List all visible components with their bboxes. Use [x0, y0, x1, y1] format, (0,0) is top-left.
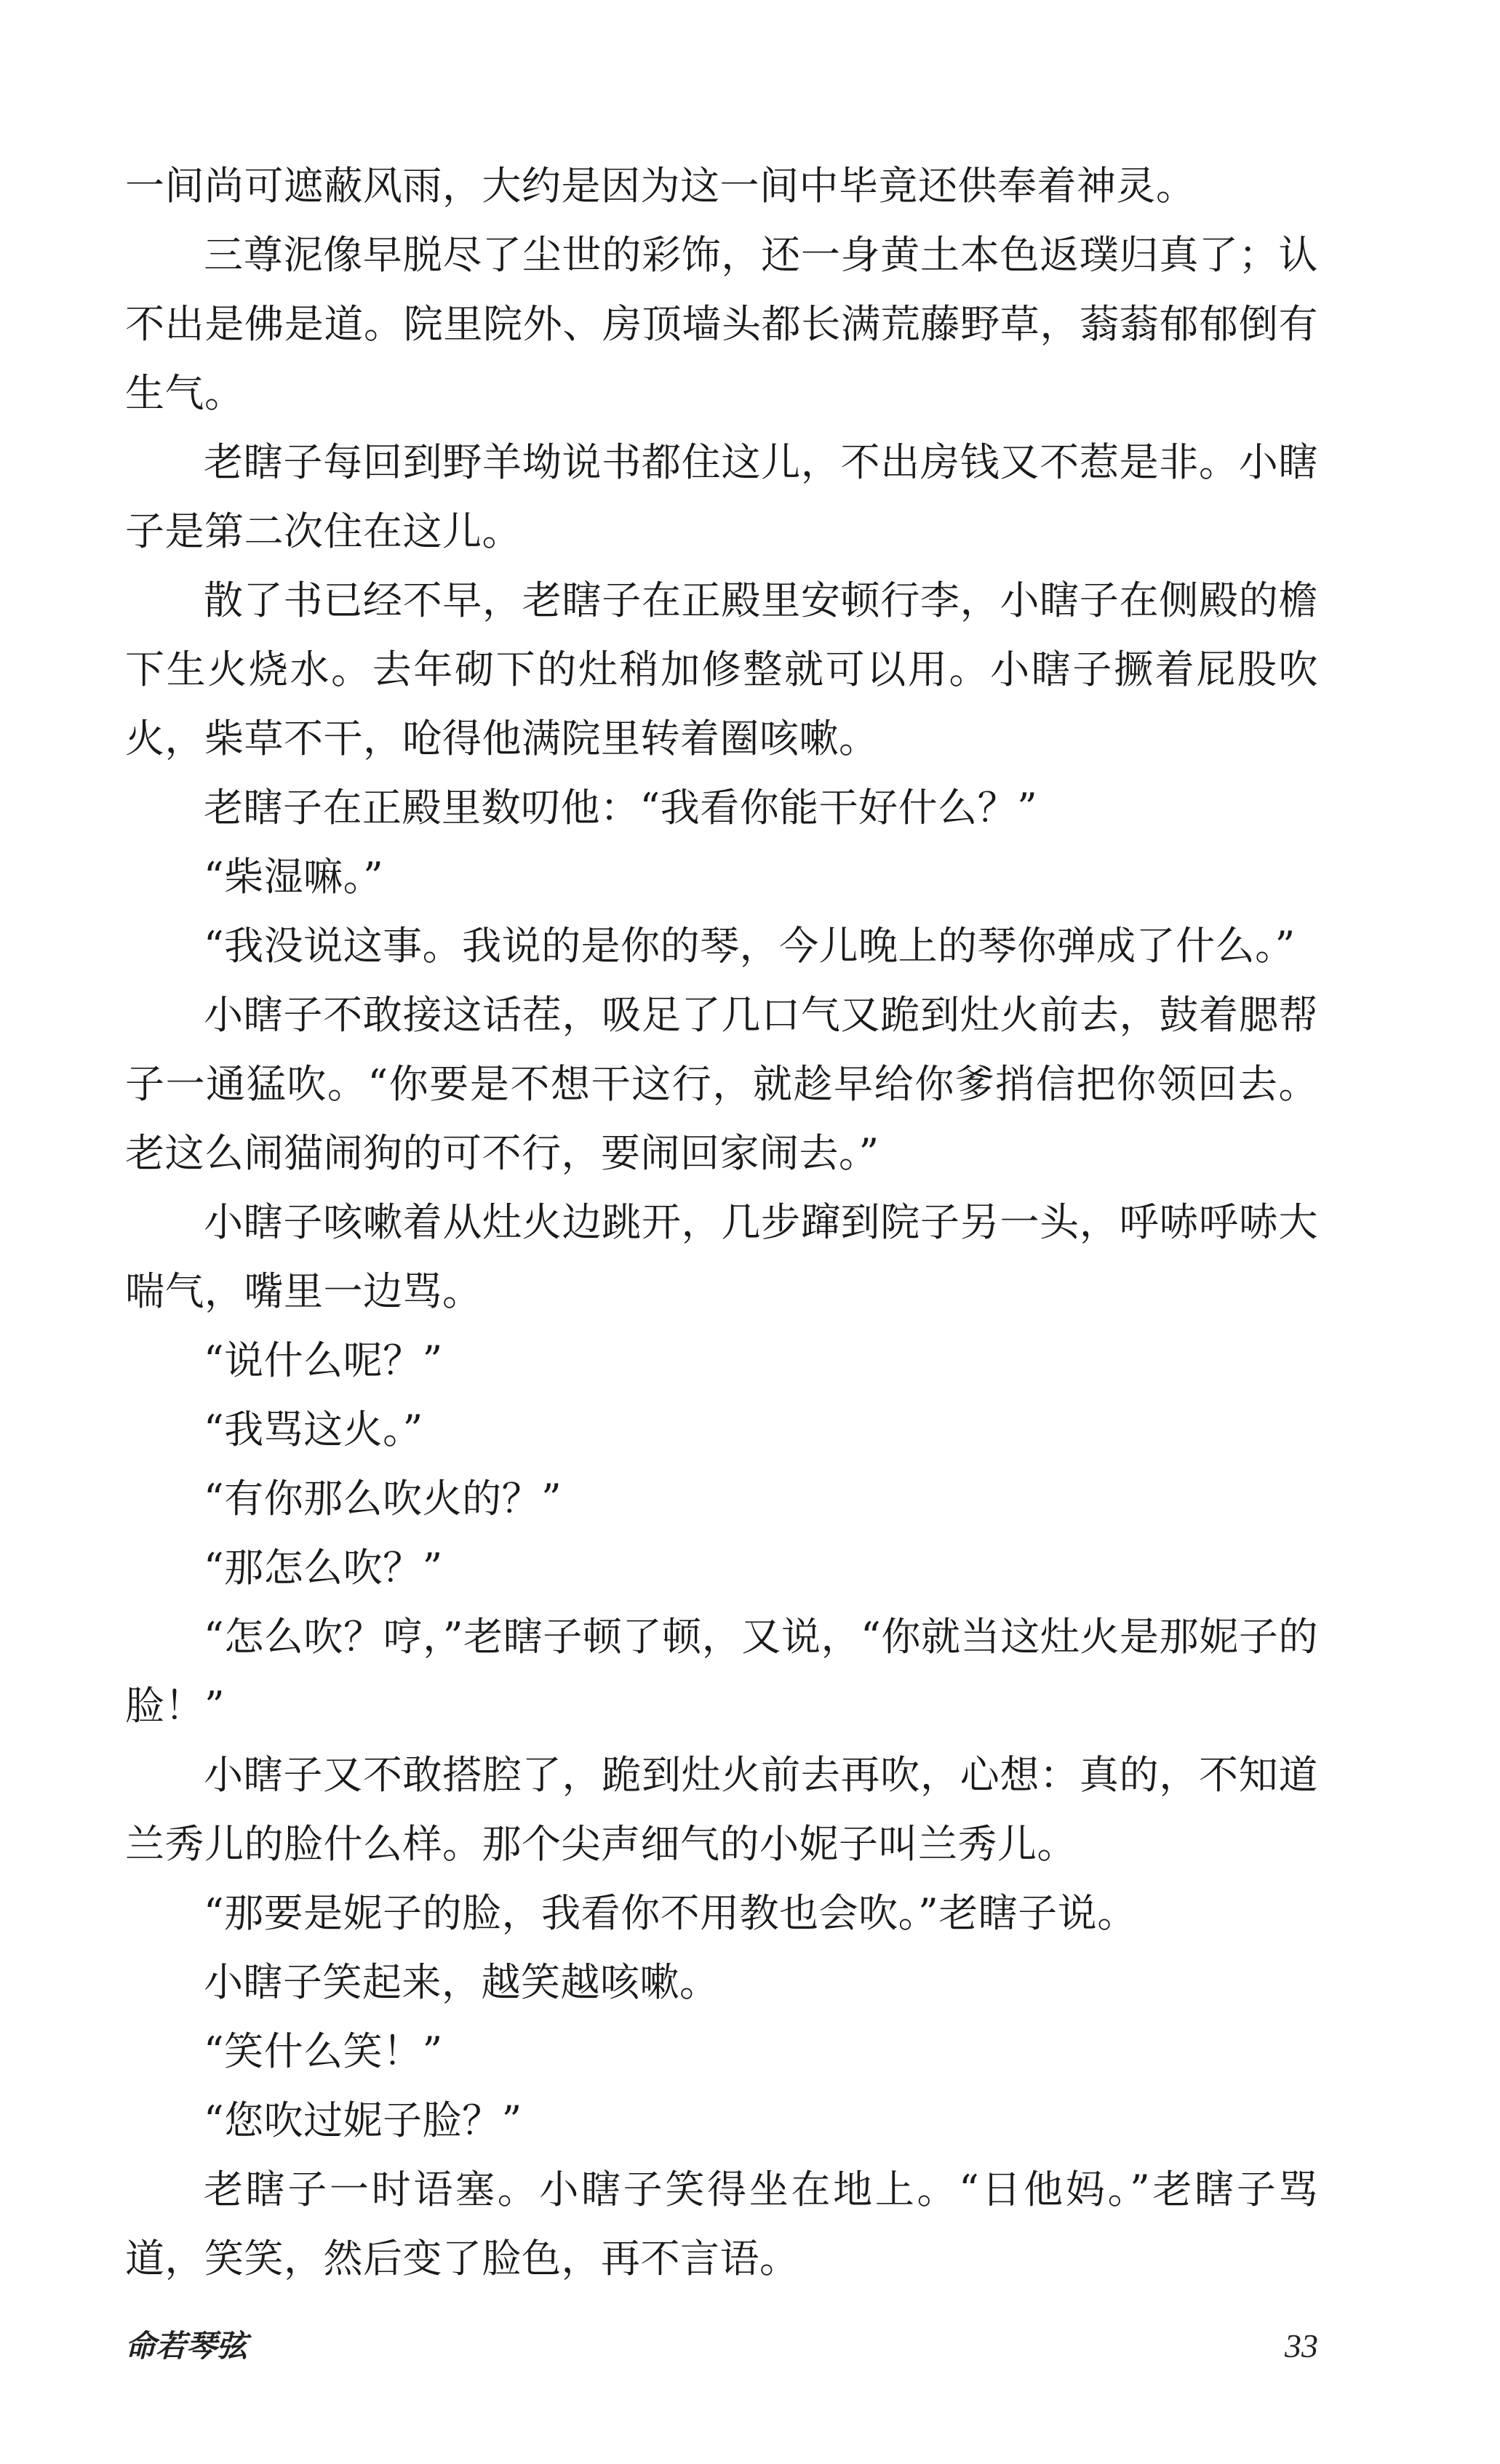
paragraph: “怎么吹？哼，”老瞎子顿了顿，又说，“你就当这灶火是那妮子的脸！” — [125, 1614, 1318, 1729]
paragraph: “我没说这事。我说的是你的琴，今儿晚上的琴你弹成了什么。” — [204, 923, 1296, 969]
paragraph: 散了书已经不早，老瞎子在正殿里安顿行李，小瞎子在侧殿的檐下生火烧水。去年砌下的灶稍加修整就可以用。小瞎子撅着屁股吹火，柴草不干，呛得他满院里转着圈咳嗽。 — [125, 577, 1318, 761]
paragraph: “柴湿嘛。” — [204, 854, 384, 900]
paragraph: 老瞎子一时语塞。小瞎子笑得坐在地上。“日他妈。”老瞎子骂道，笑笑，然后变了脸色，再不言语。 — [125, 2167, 1318, 2281]
paragraph: “您吹过妮子脸？” — [204, 2097, 522, 2143]
paragraph: “说什么呢？” — [204, 1337, 443, 1383]
paragraph: 老瞎子每回到野羊坳说书都住这儿，不出房钱又不惹是非。小瞎子是第二次住在这儿。 — [125, 439, 1318, 554]
paragraph: “那怎么吹？” — [204, 1545, 443, 1591]
paragraph: 三尊泥像早脱尽了尘世的彩饰，还一身黄土本色返璞归真了；认不出是佛是道。院里院外、房顶墙头都长满荒藤野草，蓊蓊郁郁倒有生气。 — [125, 232, 1318, 416]
paragraph: 一间尚可遮蔽风雨，大约是因为这一间中毕竟还供奉着神灵。 — [125, 163, 1196, 209]
paragraph: 小瞎子不敢接这话茬，吸足了几口气又跪到灶火前去，鼓着腮帮子一通猛吹。“你要是不想干这行，就趁早给你爹捎信把你领回去。老这么闹猫闹狗的可不行，要闹回家闹去。” — [125, 992, 1318, 1176]
paragraph: 老瞎子在正殿里数叨他：“我看你能干好什么？” — [204, 785, 1038, 831]
paragraph: 小瞎子咳嗽着从灶火边跳开，几步蹿到院子另一头，呼哧呼哧大喘气，嘴里一边骂。 — [125, 1199, 1318, 1314]
paragraph: “那要是妮子的脸，我看你不用教也会吹。”老瞎子说。 — [204, 1890, 1137, 1936]
paragraph: “笑什么笑！” — [204, 2028, 443, 2074]
paragraph: “我骂这火。” — [204, 1407, 423, 1452]
page-footer — [125, 2324, 1318, 2375]
paragraph: “有你那么吹火的？” — [204, 1476, 562, 1521]
paragraph: 小瞎子笑起来，越笑越咳嗽。 — [204, 1959, 719, 2005]
page-number: 33 — [1285, 2327, 1318, 2364]
paragraph: 小瞎子又不敢搭腔了，跪到灶火前去再吹，心想：真的，不知道兰秀儿的脸什么样。那个尖声细气的小妮子叫兰秀儿。 — [125, 1752, 1318, 1867]
book-title: 命若琴弦 — [125, 2328, 248, 2364]
body-text — [125, 151, 1318, 2293]
